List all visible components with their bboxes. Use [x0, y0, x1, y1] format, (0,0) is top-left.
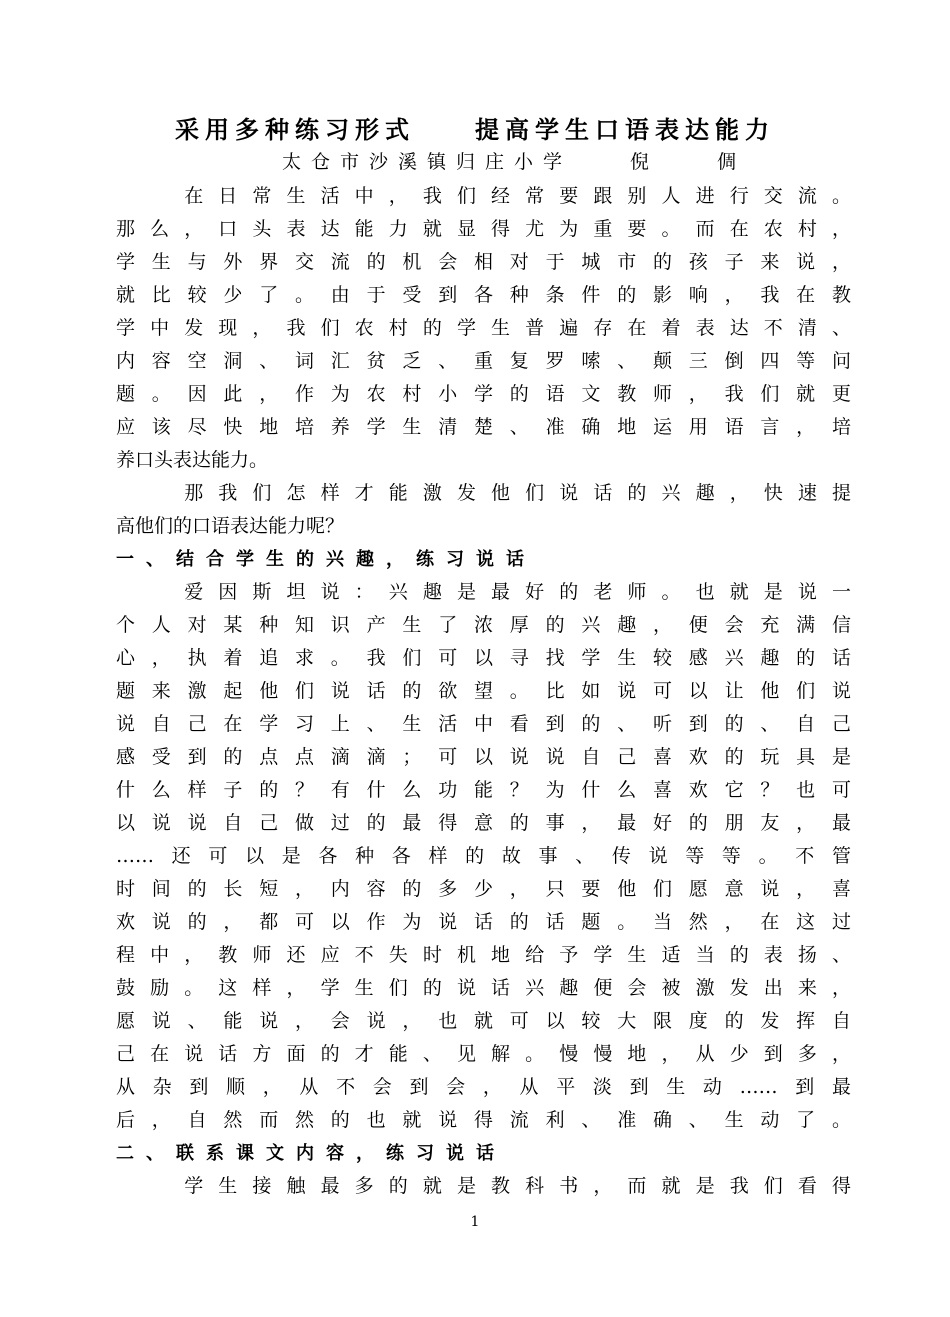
- body-line: 欢说的，都可以作为说话的话题。当然，在这过: [116, 911, 851, 933]
- body-line: 养口头表达能力。: [116, 449, 269, 471]
- body-line: 说自己在学习上、生活中看到的、听到的、自己: [116, 713, 851, 735]
- body-line: 己在说话方面的才能、见解。慢慢地，从少到多，: [116, 1043, 851, 1065]
- body-line: 那么，口头表达能力就显得尤为重要。而在农村，: [116, 218, 851, 240]
- body-line: 时间的长短，内容的多少，只要他们愿意说，喜: [116, 878, 851, 900]
- body-line: 愿说、能说，会说，也就可以较大限度的发挥自: [116, 1010, 851, 1032]
- body-line: 题来激起他们说话的欲望。比如说可以让他们说: [116, 680, 851, 702]
- section-heading-1: 一、结合学生的兴趣，练习说话: [116, 549, 536, 570]
- body-line: 应该尽快地培养学生清楚、准确地运用语言，培: [116, 416, 851, 438]
- document-title: 采用多种练习形式 提高学生口语表达能力: [175, 116, 775, 144]
- body-line: 个人对某种知识产生了浓厚的兴趣，便会充满信: [116, 614, 851, 636]
- body-line: 学中发现，我们农村的学生普遍存在着表达不清、: [116, 317, 851, 339]
- author-line: 太仓市沙溪镇归庄小学 倪 倜: [282, 151, 747, 173]
- body-line: ……还可以是各种各样的故事、传说等等。不管: [116, 845, 851, 867]
- body-line: 题。因此，作为农村小学的语文教师，我们就更: [116, 383, 851, 405]
- page-number: 1: [470, 1214, 480, 1230]
- body-line: 那我们怎样才能激发他们说话的兴趣，快速提: [116, 482, 851, 504]
- section-heading-2: 二、联系课文内容，练习说话: [116, 1143, 506, 1164]
- body-line: 程中，教师还应不失时机地给予学生适当的表扬、: [116, 944, 851, 966]
- body-line: 后，自然而然的也就说得流利、准确、生动了。: [116, 1109, 851, 1131]
- body-line: 什么样子的？有什么功能？为什么喜欢它？也可: [116, 779, 851, 801]
- body-line: 感受到的点点滴滴；可以说说自己喜欢的玩具是: [116, 746, 851, 768]
- body-line: 从杂到顺，从不会到会，从平淡到生动……到最: [116, 1076, 851, 1098]
- body-line: 学生与外界交流的机会相对于城市的孩子来说，: [116, 251, 851, 273]
- body-line: 鼓励。这样，学生们的说话兴趣便会被激发出来，: [116, 977, 851, 999]
- body-line: 就比较少了。由于受到各种条件的影响，我在教: [116, 284, 851, 306]
- body-line: 在日常生活中，我们经常要跟别人进行交流。: [116, 185, 851, 207]
- body-line: 高他们的口语表达能力呢？: [116, 515, 345, 537]
- body-line: 爱因斯坦说：兴趣是最好的老师。也就是说一: [116, 581, 851, 603]
- body-line: 以说说自己做过的最得意的事，最好的朋友，最: [116, 812, 851, 834]
- body-line: 学生接触最多的就是教科书，而就是我们看得: [116, 1175, 851, 1197]
- body-line: 心，执着追求。我们可以寻找学生较感兴趣的话: [116, 647, 851, 669]
- body-line: 内容空洞、词汇贫乏、重复罗嗦、颠三倒四等问: [116, 350, 851, 372]
